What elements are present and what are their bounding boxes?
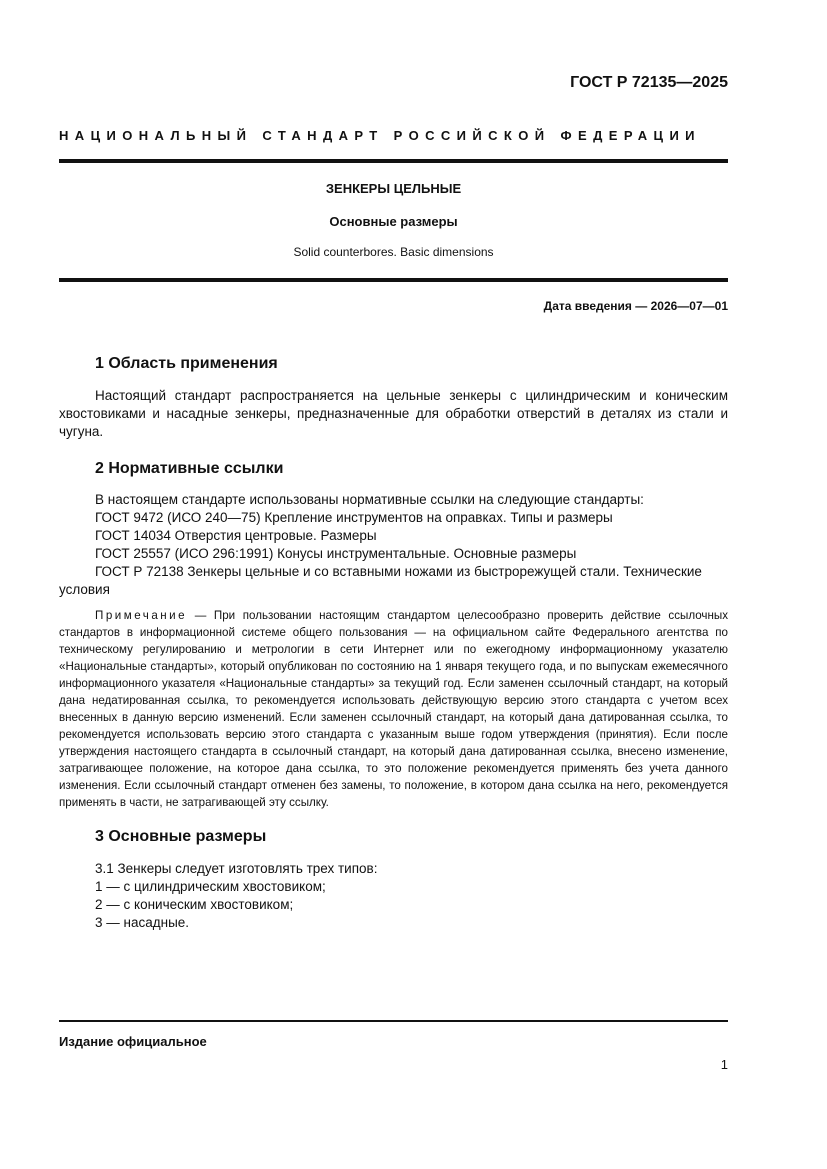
reference-item: ГОСТ 9472 (ИСО 240—75) Крепление инструментов на оправках. Типы и размеры bbox=[95, 510, 613, 525]
title-bottom-rule bbox=[59, 278, 728, 282]
note-label: Примечание bbox=[95, 609, 188, 622]
introduction-date: Дата введения — 2026—07—01 bbox=[543, 299, 728, 313]
section-3-heading: 3 Основные размеры bbox=[95, 828, 267, 845]
list-item: 3.1 Зенкеры следует изготовлять трех типов: bbox=[95, 861, 378, 876]
reference-item: ГОСТ 14034 Отверстия центровые. Размеры bbox=[95, 528, 377, 543]
page-number: 1 bbox=[720, 1057, 728, 1072]
document-code: ГОСТ Р 72135—2025 bbox=[570, 74, 728, 91]
section-2-heading: 2 Нормативные ссылки bbox=[95, 460, 284, 477]
reference-item: ГОСТ Р 72138 Зенкеры цельные и со вставными ножами из быстрорежущей стали. Технические bbox=[95, 564, 702, 579]
edition-label: Издание официальное bbox=[59, 1034, 207, 1049]
note-text: — При пользовании настоящим стандартом целесообразно проверить действие ссылочных стандартов в информационной системе общего пользования — на официальном сайте Федерального агентства по техническому регулированию и метрологии в сети Интернет или по ежегодному информационному указателю «Национальные стандарты», который опубликован по состоянию на 1 января текущего года, и по выпускам ежемесячного информационного указателя «Национальные стандарты» за текущий год. Если заменен ссылочный стандарт, на который дана недатированная ссылка, то рекомендуется использовать действующую версию этого стандарта с учетом всех внесенных в данную версию изменений. Если заменен ссылочный стандарт, на который дана датированная ссылка, то рекомендуется использовать версию этого стандарта с указанным выше годом утверждения (принятия). Если после утверждения настоящего стандарта в ссылочный стандарт, на который дана датированная ссылка, внесено изменение, затрагивающее положение, на которое дана ссылка, то это положение рекомендуется применять без учета данного изменения. Если ссылочный стандарт отменен без замены, то положение, в котором дана ссылка на него, рекомендуется применять в части, не затрагивающей эту ссылку. bbox=[59, 609, 728, 809]
footer-rule bbox=[59, 1020, 728, 1022]
national-standard-heading: НАЦИОНАЛЬНЫЙ СТАНДАРТ РОССИЙСКОЙ ФЕДЕРАЦИИ bbox=[59, 128, 701, 143]
section-1-heading: 1 Область применения bbox=[95, 355, 278, 372]
references-note bbox=[59, 607, 728, 811]
document-subtitle: Основные размеры bbox=[329, 214, 458, 229]
list-item: 2 — с коническим хвостовиком; bbox=[95, 897, 294, 912]
english-title: Solid counterbores. Basic dimensions bbox=[293, 245, 494, 259]
top-rule bbox=[59, 159, 728, 163]
document-title: ЗЕНКЕРЫ ЦЕЛЬНЫЕ bbox=[325, 181, 462, 196]
reference-item-continuation: условия bbox=[59, 582, 110, 597]
list-item: 3 — насадные. bbox=[95, 915, 190, 930]
reference-item: ГОСТ 25557 (ИСО 296:1991) Конусы инструментальные. Основные размеры bbox=[95, 546, 577, 561]
list-item: 1 — с цилиндрическим хвостовиком; bbox=[95, 879, 326, 894]
references-lead: В настоящем стандарте использованы нормативные ссылки на следующие стандарты: bbox=[95, 492, 644, 507]
section-1-text: Настоящий стандарт распространяется на цельные зенкеры с цилиндрическим и коническим хвостовиками и насадные зенкеры, предназначенные для обработки отверстий в деталях из стали и чугуна. bbox=[59, 388, 728, 439]
